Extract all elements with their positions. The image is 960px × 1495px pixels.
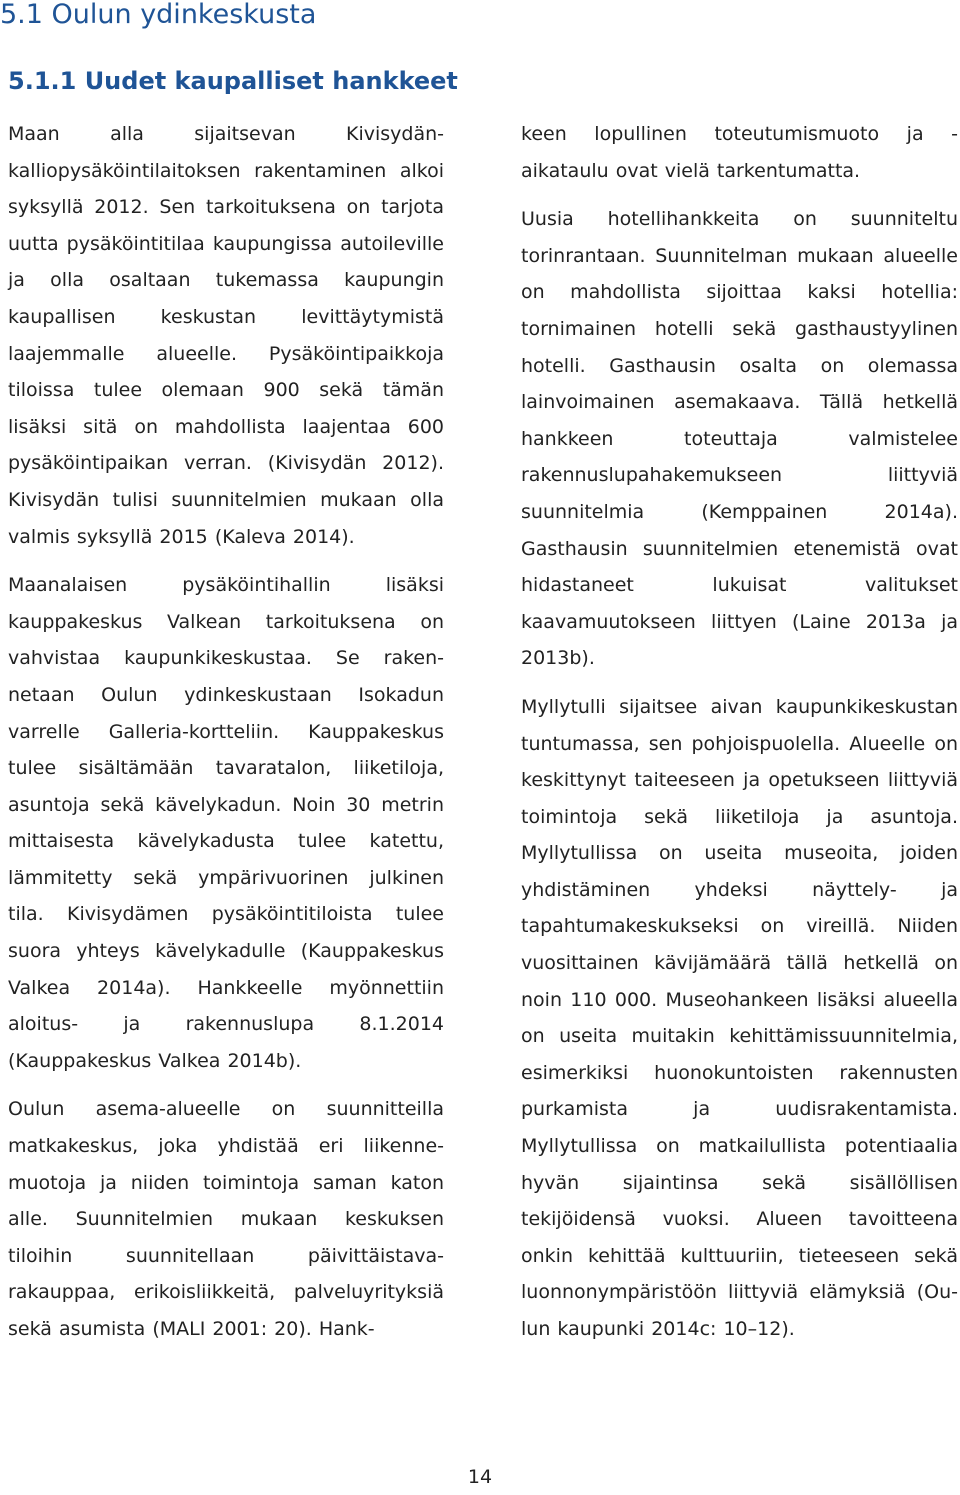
paragraph-kivisydan: Maan alla sijaitsevan Kivisydänkalliopysäköintilaitoksen rakentaminen alkoi syksyllä 2012. Sen tarkoituksena on tarjota uutta pysäköintitilaa kaupungissa autoileville ja olla osaltaan tukemassa kaupungin kaupallisen keskustan levittäytymistä laajemmalle alueelle. Pysäköintipaikkoja tiloissa tulee olemaan 900 sekä tämän lisäksi sitä on mahdollista laajentaa 600 pysäköintipaikan verran. (Kivisydän 2012). Kivisydän tulisi suunnitelmien mukaan olla valmis syksyllä 2015 (Kaleva 2014). <box>8 123 444 548</box>
paragraph-myllytulli: Myllytulli sijaitsee aivan kaupunkikeskustan tuntumassa, sen pohjoispuolella. Alueelle on keskittynyt taiteeseen ja opetukseen liittyviä toimintoja sekä liiketiloja ja asuntoja. Myllytullissa on useita museoita, joiden yhdistäminen yhdeksi näyttely- ja tapahtumakeskukseksi on vireillä. Niiden vuosittainen kävijämäärä tällä hetkellä on noin 110 000. Museohankeen lisäksi alueella on useita muitakin kehittämissuunnitelmia, esimerkiksi huonokuntoisten rakennusten purkamista ja uudisrakentamista. Myllytullissa on matkailullista potentiaalia hyvän sijaintinsa sekä sisällöllisen tekijöidensä vuoksi. Alueen tavoitteena onkin kehittää kulttuuriin, tieteeseen sekä luonnonympäristöön liittyviä elämyksiä (Oulun kaupunki 2014c: 10–12). <box>521 695 958 1340</box>
paragraph-hotellit: Uusia hotellihankkeita on suunniteltu torinrantaan. Suunnitelman mukaan alueelle on mahdollista sijoittaa kaksi hotellia: tornimainen hotelli sekä gasthaustyylinen hotelli. Gasthausin osalta on olemassa lainvoimainen asemakaava. Tällä hetkellä hankkeen toteuttaja valmistelee rakennuslupahakemukseen liittyviä suunnitelmia (Kemppainen 2014a). Gasthausin suunnitelmien etenemistä ovat hidastaneet lukuisat valitukset kaavamuutokseen liittyen (Laine 2013a ja 2013b). <box>521 208 958 670</box>
paragraph-matkakeskus: Oulun asema-alueelle on suunnitteilla matkakeskus, joka yhdistää eri liikennemuotoja ja niiden toimintoja saman katon alle. Suunnitelmien mukaan keskuksen tiloihin suunnitellaan päivittäistavarakauppaa, erikoisliikkeitä, palveluyrityksiä sekä asumista (MALI 2001: 20). Hank- <box>8 1098 444 1340</box>
section-heading: 5.1 Oulun ydinkeskusta <box>0 0 317 30</box>
page-number: 14 <box>467 1466 493 1488</box>
right-column <box>521 116 958 1348</box>
subsection-heading: 5.1.1 Uudet kaupalliset hankkeet <box>8 67 458 95</box>
paragraph-valkea: Maanalaisen pysäköintihallin lisäksi kauppakeskus Valkean tarkoituksena on vahvistaa kaupunkikeskustaa. Se rakennetaan Oulun ydinkeskustaan Isokadun varrelle Galleria-kortteliin. Kauppakeskus tulee sisältämään tavaratalon, liiketiloja, asuntoja sekä kävelykadun. Noin 30 metrin mittaisesta kävelykadusta tulee katettu, lämmitetty sekä ympärivuorinen julkinen tila. Kivisydämen pysäköintitiloista tulee suora yhteys kävelykadulle (Kauppakeskus Valkea 2014a). Hankkeelle myönnettiin aloitus- ja rakennuslupa 8.1.2014 (Kauppakeskus Valkea 2014b). <box>8 574 444 1072</box>
paragraph-matkakeskus-cont: keen lopullinen toteutumismuoto ja -aikataulu ovat vielä tarkentumatta. <box>521 123 958 182</box>
left-column <box>8 116 444 1348</box>
